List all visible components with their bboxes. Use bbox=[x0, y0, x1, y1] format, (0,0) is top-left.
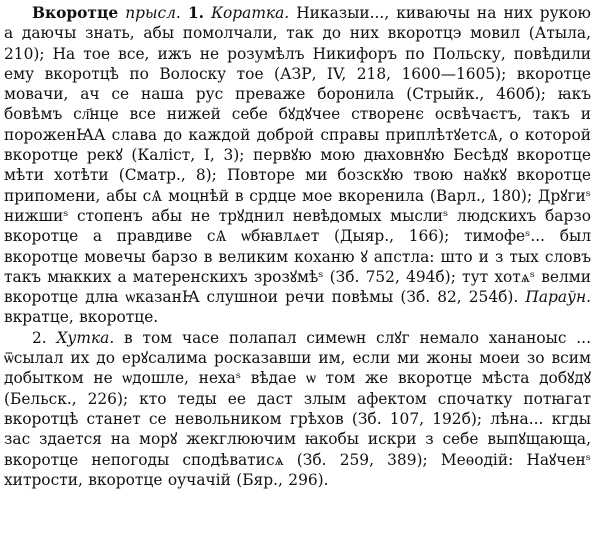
sense-2-paragraph bbox=[4, 328, 591, 490]
regional-compare-label: Параўн. bbox=[525, 288, 591, 307]
sense-2-text: в том часе полапал симеѡн слꙋг немало хананоыс ... ѿсылал их до ерꙋсалима росказавши им, если ми жоны моеи зо всим добытком не ѡдошле, нехаˢ вѣдае ѡ том же вкоротце мѣста добꙋдꙋ (Бельск., 226); кто теды ее даст злым афектом спочатку потꙗгат вкоротцѣ станет се невольником грѣхов (Зб. 107, 192б); лѣна... кгды зас здается на морꙋ жекглюючим ꙗкобы искри з себе выпꙋщающа, вкоротце непогоды сподѣватисѧ (Зб. 259, 389); Меѳодій: Наꙋченˢ хитрости, вкоротце оучачій (Бяр., 296). bbox=[4, 328, 591, 489]
part-of-speech: прысл. bbox=[125, 4, 181, 22]
sense-1-text: Никазыи..., киваючы на них рукою а даючы знать, абы помолчали, так до них вкоротцэ мовил (Атыла, 210); На тое все, ижъ не розумѣлъ Никифоръ по Польску, повѣдили ему вкоротцѣ по Волоску тое (АЗР, IV, 218, 1600—1605); вкоротце мовачи, ач се наша рус преваже боронила (Стрыйк., 460б); ꙗкъ бовѣмъ сл҃нце все нижей себе бꙋдꙋчее створенє освѣчаєтъ, такъ и пороженꙖА слава до каждой доброй справы приплѣтꙋетсѦ, о которой вкоротце рекꙋ (Каліст, І, 3); первꙋю мою дꙗховнꙋю Бесѣдꙋ вкоротце мѣти хотѣти (Сматр., 8); Повторе ми бозскꙋю твою наꙋкꙋ вкоротце припомени, абы сѦ моцнѣй в срдце мое вкоренила (Варл., 180); Дрꙋгиˢ нижшиˢ стопенъ абы не трꙋднил невѣдомых мыслиˢ людскихъ барзо вкоротце а правдиве сѦ ѡбꙗвлѧет (Дыяр., 166); тимофеˢ... был вкоротце мовечы барзо в великим коханю ꙋ апстла: што и з тых словъ такъ мꙗкких а матеренскихъ зрозꙋмѣˢ (Зб. 752, 494б); тут хотѧˢ велми вкоротце длꙗ ѡказанꙖ слушнои речи повѣмы (Зб. 82, 254б). bbox=[4, 4, 591, 307]
sense-2-number: 2. bbox=[32, 328, 47, 347]
sense-2-gloss: Хутка. bbox=[56, 328, 115, 347]
dictionary-entry bbox=[4, 3, 591, 490]
headword: Вкоротце bbox=[32, 4, 119, 22]
sense-1-gloss: Коратка. bbox=[211, 4, 290, 22]
regional-compare-text: вкратце, вкоротце. bbox=[4, 308, 159, 327]
sense-1-number: 1. bbox=[187, 4, 205, 22]
sense-1-paragraph bbox=[4, 3, 591, 328]
